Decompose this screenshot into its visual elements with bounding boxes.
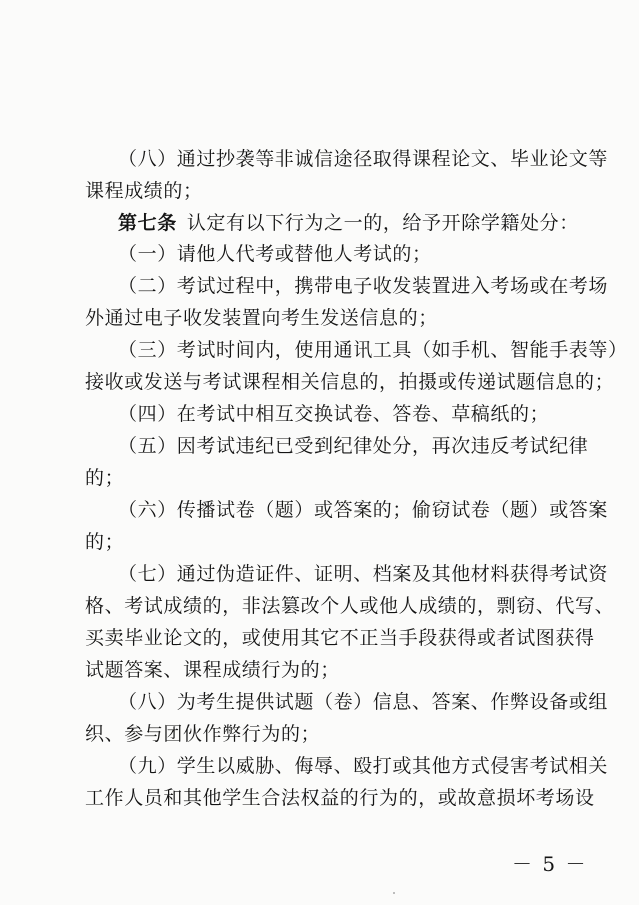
paragraph-line: （八）通过抄袭等非诚信途径取得课程论文、毕业论文等 <box>118 148 609 170</box>
paragraph-line: （九）学生以威胁、侮辱、殴打或其他方式侵害考试相关 <box>118 755 609 777</box>
paragraph-line: 织、参与团伙作弊行为的； <box>85 723 321 745</box>
paragraph-line: （二）考试过程中，携带电子收发装置进入考场或在考场 <box>118 275 609 297</box>
article-label: 第七条 <box>118 212 177 234</box>
paragraph-line: 的； <box>85 467 125 489</box>
paragraph-line: （四）在考试中相互交换试卷、答卷、草稿纸的； <box>118 403 550 425</box>
paragraph-line: （六）传播试卷（题）或答案的；偷窃试卷（题）或答案 <box>118 499 609 521</box>
article-text: 认定有以下行为之一的，给予开除学籍处分： <box>186 212 579 234</box>
paragraph-line: 接收或发送与考试课程相关信息的，拍摄或传递试题信息的； <box>85 371 615 393</box>
paragraph-line: 格、考试成绩的，非法篡改个人或他人成绩的，剽窃、代写、 <box>85 595 615 617</box>
article-heading <box>118 211 579 235</box>
paragraph-line: 买卖毕业论文的，或使用其它不正当手段获得或者试图获得 <box>85 627 595 649</box>
paragraph-line: 工作人员和其他学生合法权益的行为的，或故意损坏考场设 <box>85 787 595 809</box>
paragraph-line: 课程成绩的； <box>85 180 203 202</box>
paragraph-line: （一）请他人代考或替他人考试的； <box>118 243 432 265</box>
paragraph-line: （八）为考生提供试题（卷）信息、答案、作弊设备或组 <box>118 691 609 713</box>
paragraph-line: （七）通过伪造证件、证明、档案及其他材料获得考试资 <box>118 563 609 585</box>
paragraph-line: 外通过电子收发装置向考生发送信息的； <box>85 307 438 329</box>
page-number: － 5 － <box>512 852 588 876</box>
paragraph-line: 试题答案、课程成绩行为的； <box>85 659 340 681</box>
paragraph-line: （三）考试时间内，使用通讯工具（如手机、智能手表等） <box>118 339 628 361</box>
paragraph-line: （五）因考试违纪已受到纪律处分，再次违反考试纪律 <box>118 435 589 457</box>
paragraph-line: 的； <box>85 531 125 553</box>
scan-speck <box>393 892 395 894</box>
